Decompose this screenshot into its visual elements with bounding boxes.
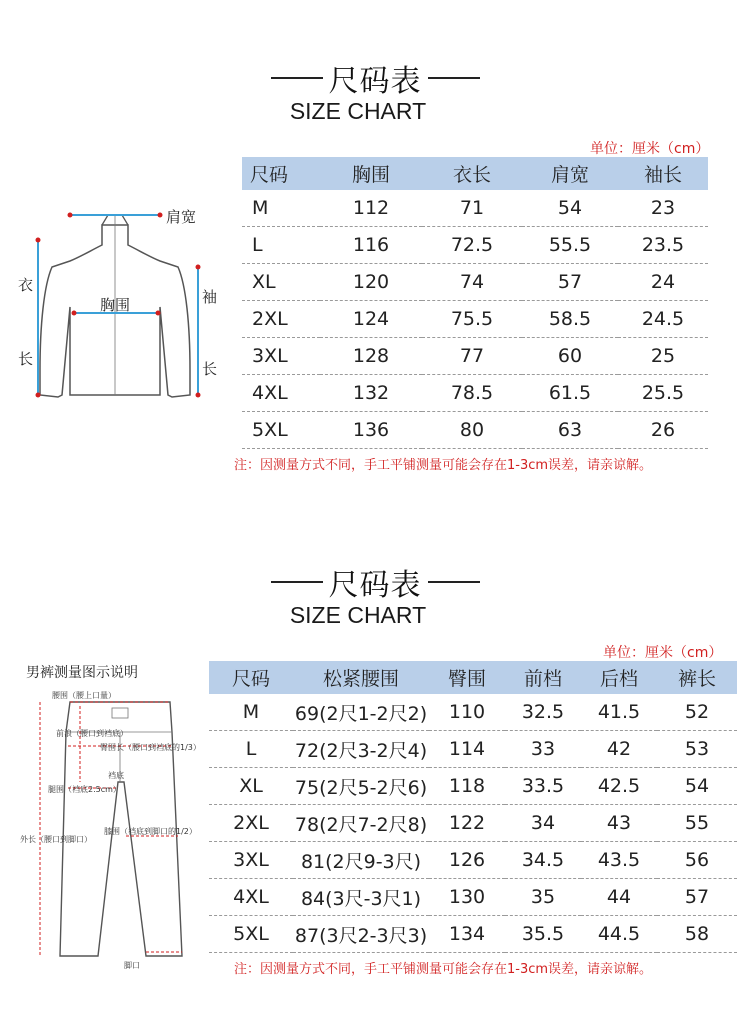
cell-size: M	[209, 694, 293, 731]
cell: 81(2尺9-3尺)	[293, 842, 429, 879]
pants-label-crotch: 裆底	[108, 771, 124, 780]
table-row	[242, 301, 708, 338]
cell: 134	[429, 916, 505, 953]
top-title	[0, 56, 750, 100]
top-title-text: 尺码表	[328, 64, 422, 99]
cell-size: 4XL	[242, 375, 320, 412]
table-row	[242, 227, 708, 264]
pants-label-front-rise: 前浪（腰口到裆底）	[56, 729, 128, 738]
table-row	[209, 916, 737, 953]
cell: 60	[522, 338, 618, 375]
cell: 112	[320, 190, 422, 227]
cell: 34	[505, 805, 581, 842]
cell: 54	[522, 190, 618, 227]
cell: 130	[429, 879, 505, 916]
cell: 72.5	[422, 227, 522, 264]
cell: 69(2尺1-2尺2)	[293, 694, 429, 731]
cell-size: 5XL	[209, 916, 293, 953]
cell: 72(2尺3-2尺4)	[293, 731, 429, 768]
cell: 35.5	[505, 916, 581, 953]
label-length-bottom: 长	[18, 350, 34, 368]
cell: 58	[657, 916, 737, 953]
table-header-row	[242, 157, 708, 190]
cell: 23.5	[618, 227, 708, 264]
label-sleeve-bottom: 长	[202, 360, 218, 378]
cell: 44	[581, 879, 657, 916]
cell: 32.5	[505, 694, 581, 731]
title-dash-right	[428, 77, 480, 79]
cell-size: 3XL	[242, 338, 320, 375]
bottom-title	[0, 560, 750, 604]
cell: 61.5	[522, 375, 618, 412]
cell: 84(3尺-3尺1)	[293, 879, 429, 916]
cell: 24	[618, 264, 708, 301]
table-row	[209, 694, 737, 731]
header-pant-length: 裤长	[657, 661, 737, 694]
cell: 33.5	[505, 768, 581, 805]
cell-size: L	[242, 227, 320, 264]
cell: 122	[429, 805, 505, 842]
header-chest: 胸围	[320, 157, 422, 190]
header-length: 衣长	[422, 157, 522, 190]
pants-label-knee: 膝围（裆底到脚口的1/2）	[104, 827, 197, 836]
cell: 74	[422, 264, 522, 301]
cell: 78.5	[422, 375, 522, 412]
bottom-subtitle: SIZE CHART	[289, 602, 427, 628]
header-sleeve: 袖长	[618, 157, 708, 190]
cell-size: 2XL	[242, 301, 320, 338]
cell: 87(3尺2-3尺3)	[293, 916, 429, 953]
cell: 33	[505, 731, 581, 768]
table-row	[209, 842, 737, 879]
cell: 75(2尺5-2尺6)	[293, 768, 429, 805]
header-size: 尺码	[209, 661, 293, 694]
table-row	[242, 338, 708, 375]
bottom-size-table	[209, 661, 737, 953]
cell: 57	[657, 879, 737, 916]
cell: 53	[657, 731, 737, 768]
cell: 54	[657, 768, 737, 805]
cell-size: L	[209, 731, 293, 768]
header-waist: 松紧腰围	[293, 661, 429, 694]
cell-size: 4XL	[209, 879, 293, 916]
label-shoulder: 肩宽	[166, 208, 197, 226]
table-row	[242, 375, 708, 412]
cell: 75.5	[422, 301, 522, 338]
cell: 26	[618, 412, 708, 449]
cell: 114	[429, 731, 505, 768]
cell: 42.5	[581, 768, 657, 805]
cell: 136	[320, 412, 422, 449]
header-back-rise: 后档	[581, 661, 657, 694]
cell: 24.5	[618, 301, 708, 338]
table-row	[242, 412, 708, 449]
cell: 57	[522, 264, 618, 301]
cell: 34.5	[505, 842, 581, 879]
top-subtitle: SIZE CHART	[289, 98, 427, 124]
cell: 35	[505, 879, 581, 916]
cell: 55	[657, 805, 737, 842]
cell: 63	[522, 412, 618, 449]
cell: 23	[618, 190, 708, 227]
cell-size: 2XL	[209, 805, 293, 842]
top-size-table	[242, 157, 708, 449]
pants-label-length: 外长（腰口到脚口）	[20, 835, 92, 844]
top-note: 注：因测量方式不同，手工平铺测量可能会存在1-3cm误差，请亲谅解。	[234, 458, 653, 473]
table-row	[242, 190, 708, 227]
table-row	[209, 879, 737, 916]
cell: 55.5	[522, 227, 618, 264]
label-chest: 胸围	[100, 296, 131, 314]
cell: 116	[320, 227, 422, 264]
cell: 42	[581, 731, 657, 768]
pants-label-waist: 腰围（腰上口量）	[52, 691, 116, 700]
cell: 43.5	[581, 842, 657, 879]
cell: 56	[657, 842, 737, 879]
table-row	[209, 805, 737, 842]
cell: 25.5	[618, 375, 708, 412]
pants-label-thigh: 腿围（裆底2.5cm）	[48, 785, 121, 794]
bottom-title-text: 尺码表	[328, 568, 422, 603]
cell: 110	[429, 694, 505, 731]
table-header-row	[209, 661, 737, 694]
cell: 44.5	[581, 916, 657, 953]
label-length-top: 衣	[18, 276, 34, 294]
cell: 78(2尺7-2尺8)	[293, 805, 429, 842]
pants-diagram	[20, 686, 210, 970]
cell: 128	[320, 338, 422, 375]
cell-size: 3XL	[209, 842, 293, 879]
cell: 124	[320, 301, 422, 338]
pants-label-hem: 脚口	[124, 961, 140, 970]
title-dash-left	[271, 581, 323, 583]
cell: 126	[429, 842, 505, 879]
cell-size: M	[242, 190, 320, 227]
cell: 77	[422, 338, 522, 375]
title-dash-right	[428, 581, 480, 583]
bottom-unit-label: 单位：厘米（cm）	[603, 645, 723, 661]
table-row	[209, 731, 737, 768]
cell: 43	[581, 805, 657, 842]
cell: 25	[618, 338, 708, 375]
cell: 52	[657, 694, 737, 731]
label-sleeve-top: 袖	[202, 288, 218, 306]
cell-size: XL	[209, 768, 293, 805]
cell: 80	[422, 412, 522, 449]
pants-diagram-caption: 男裤测量图示说明	[26, 665, 138, 681]
cell-size: 5XL	[242, 412, 320, 449]
header-size: 尺码	[242, 157, 320, 190]
table-row	[209, 768, 737, 805]
cell: 120	[320, 264, 422, 301]
top-unit-label: 单位：厘米（cm）	[590, 141, 710, 157]
cell: 132	[320, 375, 422, 412]
cell: 118	[429, 768, 505, 805]
table-row	[242, 264, 708, 301]
cell-size: XL	[242, 264, 320, 301]
header-front-rise: 前档	[505, 661, 581, 694]
header-hip: 臀围	[429, 661, 505, 694]
cell: 71	[422, 190, 522, 227]
cell: 41.5	[581, 694, 657, 731]
cell: 58.5	[522, 301, 618, 338]
pants-label-hip: 臀围长（腰口到裆底的1/3）	[100, 743, 201, 752]
header-shoulder: 肩宽	[522, 157, 618, 190]
bottom-note: 注：因测量方式不同，手工平铺测量可能会存在1-3cm误差，请亲谅解。	[234, 962, 653, 977]
title-dash-left	[271, 77, 323, 79]
